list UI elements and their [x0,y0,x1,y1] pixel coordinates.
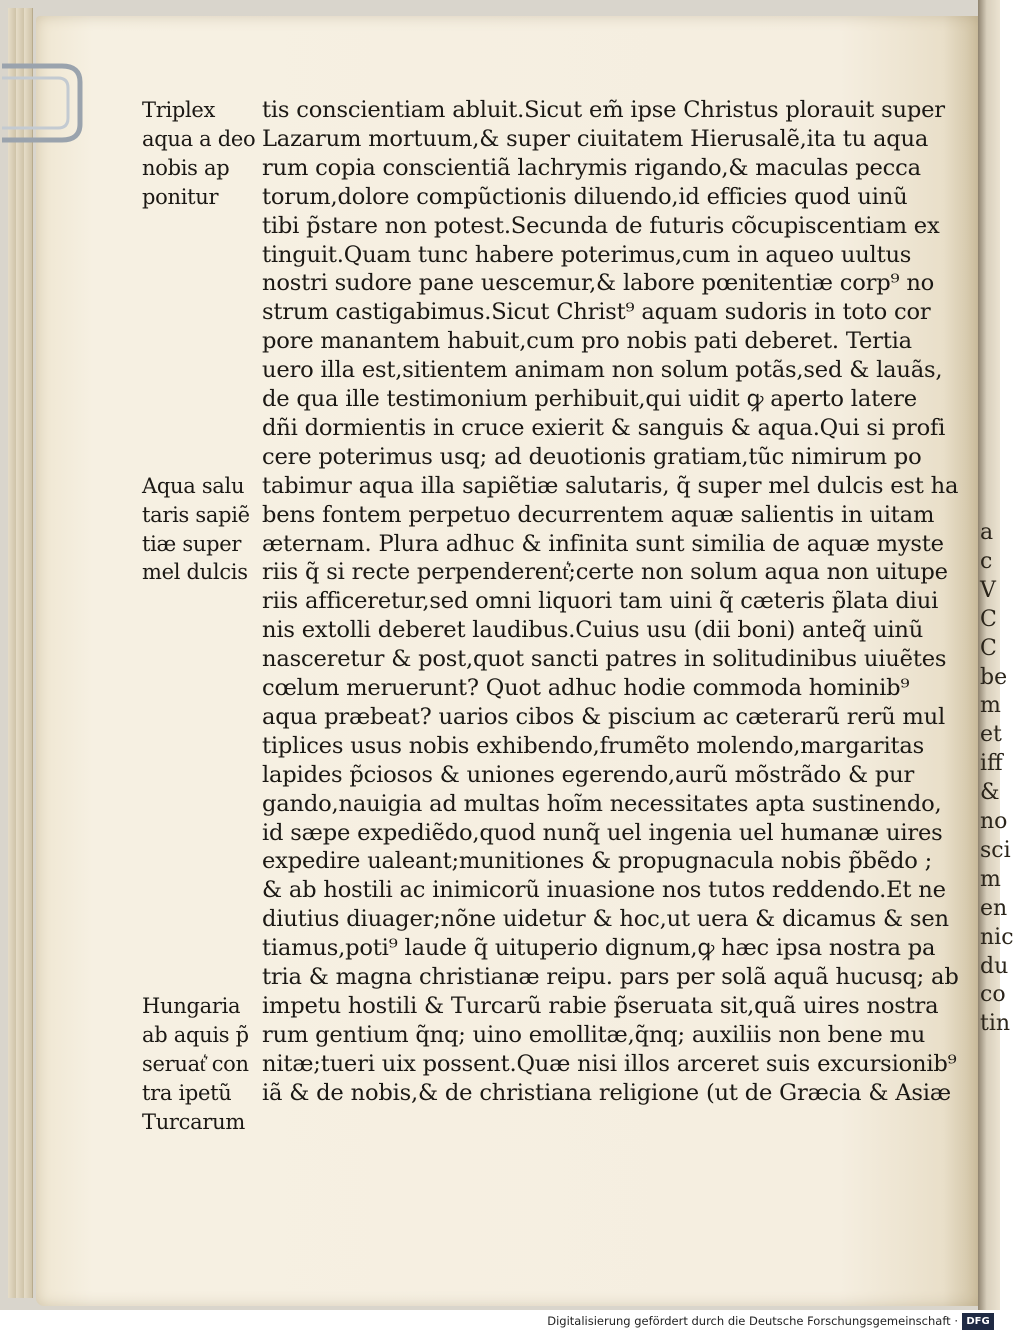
text-line: rum copia conscientiã lachrymis rigando,& maculas pecca [262,154,921,181]
marginal-note: Triplex [142,98,216,122]
text-line: gando,nauigia ad multas hoĩm necessitates apta sustinendo, [262,790,942,817]
text-line: uero illa est,sitientem animam non solum potãs,sed & lauãs, [262,357,943,384]
text-line: riis afficeretur,sed omni liquori tam uini q̃ cæteris p̃lata diui [262,588,939,615]
marginal-note: nobis ap [142,155,230,180]
adjacent-page-fragment: tin [980,1011,1011,1037]
text-line: tria & magna christianæ reipu. pars per solã aquã hucusq; ab [262,964,959,990]
text-line: nis extolli deberet laudibus.Cuius usu (dii boni) anteq̃ uinũ [262,617,924,644]
marginal-note: ponitur [142,184,219,209]
text-line: pore manantem habuit,cum pro nobis pati deberet. Tertia [262,328,912,355]
marginal-note: tiæ super [142,531,242,556]
marginal-note: ab aquis p̃ [142,1022,249,1047]
text-line: tiamus,poti⁹ laude q̃ uituperio dignum,ꝙ hæc ipsa nostra pa [262,935,936,962]
text-line: lapides p̃ciosos & uniones egerendo,aurũ mõstrãdo & pur [262,761,915,788]
text-line: cœlum meruerunt? Quot adhuc hodie commoda hominib⁹ [262,675,910,701]
text-line: de qua ille testimonium perhibuit,qui uidit ꝙ aperto latere [262,386,917,412]
text-line: rum gentium q̃nq; uino emollitæ,q̃nq; auxiliis non bene mu [262,1021,926,1048]
text-line: torum,dolore compũctionis diluendo,id efficies quod uinũ [262,183,908,210]
adjacent-page-fragment: sci [980,837,1011,863]
text-line: expedire ualeant;munitiones & propugnacula nobis p̃bẽdo ; [262,848,932,875]
text-line: nasceretur & post,quot sancti patres in solitudinibus uiuẽtes [262,646,947,673]
text-line: tiplices usus nobis exhibendo,frumẽto molendo,margaritas [262,732,925,759]
marginal-note: Aqua salu [142,473,245,498]
adjacent-page-fragment: et [980,722,1002,748]
marginal-note: taris sapiẽ [142,502,250,527]
text-line: diutius diuager;nõne uidetur & hoc,ut uera & dicamus & sen [262,906,949,933]
text-line: bens fontem perpetuo decurrentem aquæ salientis in uitam [262,501,935,528]
digitization-footer [0,1310,1000,1334]
page-edge [24,8,33,1298]
adjacent-page-fragment: & [980,780,1000,806]
adjacent-page-fragment: m [980,693,1001,719]
adjacent-page-fragment: a [980,520,994,545]
text-line: dñi dormientis in cruce exierit & sanguis & aqua.Qui si profi [262,414,946,441]
adjacent-page-fragment: no [980,809,1008,834]
text-line: strum castigabimus.Sicut Christ⁹ aquam sudoris in toto cor [262,299,931,326]
marginal-note: Hungaria [142,993,241,1018]
adjacent-page-fragment: be [980,664,1008,690]
adjacent-page-fragment: iff [980,751,1003,777]
text-line: & ab hostili ac inimicorũ inuasione nos tutos reddendo.Et ne [262,877,946,904]
marginal-note: mel dulcis [142,560,248,585]
text-line: iã & de nobis,& de christiana religione (ut de Græcia & Asiæ [262,1079,951,1106]
marginal-note: Turcarum [142,1109,245,1134]
adjacent-page-fragment: nic [980,924,1014,950]
text-line: tabimur aqua illa sapiẽtiæ salutaris, q̃ super mel dulcis est ha [262,472,959,499]
adjacent-page-fragment: co [980,982,1006,1008]
marginal-note: tra ipetũ [142,1080,232,1105]
adjacent-page-fragment: V [980,577,996,603]
text-line: tis conscientiam abluit.Sicut em̃ ipse Christus plorauit super [262,97,945,123]
adjacent-page-edge [978,0,1014,1310]
adjacent-page-fragment: du [980,953,1009,979]
adjacent-page-fragment: en [980,895,1008,921]
text-line: Lazarum mortuum,& super ciuitatem Hierusalẽ,ita tu aqua [262,125,929,152]
paper-clip-icon [0,58,86,148]
text-line: impetu hostili & Turcarũ rabie p̃seruata sit,quã uires nostra [262,992,939,1019]
adjacent-page-fragment: C [980,606,997,632]
text-line: aqua præbeat? uarios cibos & piscium ac cæterarũ rerũ mul [262,703,946,730]
adjacent-page-fragment: c [980,548,993,574]
dfg-logo-icon: DFG [962,1313,994,1330]
text-line: æternam. Plura adhuc & infinita sunt similia de aquæ myste [262,530,944,557]
marginal-note: aqua a deo [142,126,256,151]
text-line: nitæ;tueri uix possent.Quæ nisi illos arceret suis excursionib⁹ [262,1050,957,1077]
text-line: id sæpe expediẽdo,quod nunq̃ uel ingenia uel humanæ uires [262,819,943,846]
text-line: tinguit.Quam tunc habere poterimus,cum in aqueo uultus [262,241,912,268]
text-line: nostri sudore pane uescemur,& labore pœnitentiæ corp⁹ no [262,270,935,297]
funding-credit: Digitalisierung gefördert durch die Deutsche Forschungsgemeinschaft · [547,1314,958,1328]
marginal-note: seruat͛ con [142,1051,249,1076]
text-line: tibi p̃stare non potest.Secunda de futuris cõcupiscentiam ex [262,212,940,239]
adjacent-page-fragment: m [980,866,1001,892]
adjacent-page-fragment: C [980,635,997,661]
text-line: cere poterimus usq; ad deuotionis gratiam,tũc nimirum po [262,443,922,470]
text-line: riis q̃ si recte perpenderent͛;certe non solum aqua non uitupe [262,559,948,586]
